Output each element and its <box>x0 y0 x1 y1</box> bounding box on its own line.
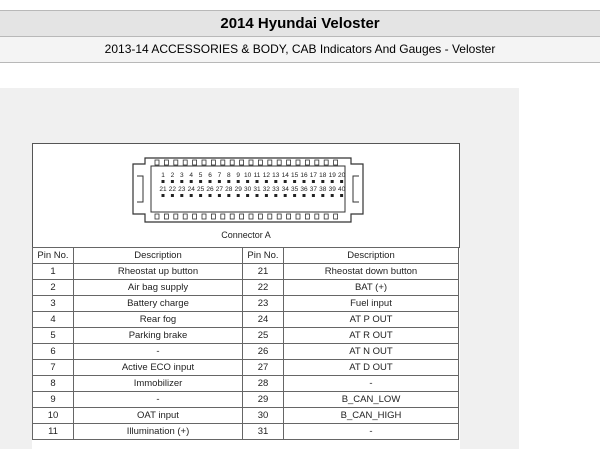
connector-tooth <box>202 214 206 219</box>
connector-tooth <box>268 160 272 165</box>
connector-pin-mark <box>256 180 259 183</box>
connector-pin-label: 23 <box>178 186 186 193</box>
connector-pin-label: 33 <box>272 186 280 193</box>
connector-pin-label: 18 <box>319 172 327 179</box>
header-description-1: Description <box>74 248 243 264</box>
connector-pin-label: 8 <box>226 172 231 179</box>
connector-pin-label: 17 <box>309 172 318 179</box>
connector-pin-label: 34 <box>281 186 289 193</box>
pin-description-cell: Fuel input <box>284 296 459 312</box>
connector-pin-label: 32 <box>262 186 271 193</box>
connector-label: Connector A <box>221 230 271 240</box>
pin-description-cell: - <box>74 344 243 360</box>
connector-tooth <box>315 160 319 165</box>
connector-pin-mark <box>331 180 334 183</box>
connector-tooth <box>296 214 300 219</box>
connector-diagram <box>32 143 460 248</box>
connector-pin-mark <box>162 180 165 183</box>
connector-tooth <box>221 160 225 165</box>
connector-tooth <box>193 214 197 219</box>
connector-tooth <box>240 214 244 219</box>
document-page <box>0 88 519 449</box>
connector-tooth <box>277 214 281 219</box>
table-row <box>33 280 459 296</box>
connector-pin-mark <box>340 194 343 197</box>
connector-pin-mark <box>162 194 165 197</box>
connector-pin-label: 40 <box>337 186 346 193</box>
pin-number-cell: 2 <box>33 280 74 296</box>
table-row <box>33 392 459 408</box>
pin-description-cell: Immobilizer <box>74 376 243 392</box>
pin-number-cell: 30 <box>243 408 284 424</box>
connector-tooth <box>315 214 319 219</box>
pin-table <box>32 247 459 440</box>
connector-pin-label: 16 <box>300 172 308 179</box>
connector-tooth <box>324 160 328 165</box>
document-title: 2014 Hyundai Veloster <box>0 10 600 37</box>
table-row <box>33 424 459 440</box>
connector-pin-label: 5 <box>198 172 203 179</box>
connector-pin-mark <box>180 180 183 183</box>
connector-tooth <box>183 160 187 165</box>
connector-pin-mark <box>303 180 306 183</box>
connector-tooth <box>155 214 159 219</box>
connector-tooth <box>287 160 291 165</box>
connector-pin-mark <box>190 194 193 197</box>
connector-tooth <box>230 214 234 219</box>
connector-pin-mark <box>227 194 230 197</box>
pin-description-cell: BAT (+) <box>284 280 459 296</box>
connector-pin-label: 6 <box>208 172 212 179</box>
connector-pin-mark <box>284 180 287 183</box>
pin-description-cell: Battery charge <box>74 296 243 312</box>
connector-pin-mark <box>321 180 324 183</box>
connector-pin-label: 13 <box>272 172 280 179</box>
header-pin-no-2: Pin No. <box>243 248 284 264</box>
table-row <box>33 312 459 328</box>
connector-tooth <box>296 160 300 165</box>
connector-pin-mark <box>303 194 306 197</box>
connector-tooth <box>230 160 234 165</box>
connector-tooth <box>183 214 187 219</box>
pin-description-cell: Illumination (+) <box>74 424 243 440</box>
connector-tooth <box>240 160 244 165</box>
connector-tooth <box>193 160 197 165</box>
connector-pin-mark <box>340 180 343 183</box>
pin-description-cell: Active ECO input <box>74 360 243 376</box>
table-header-row <box>33 248 459 264</box>
connector-pin-label: 15 <box>290 172 299 179</box>
pin-description-cell: - <box>284 376 459 392</box>
connector-pin-label: 14 <box>281 172 289 179</box>
connector-pin-mark <box>265 180 268 183</box>
pin-number-cell: 24 <box>243 312 284 328</box>
connector-tooth <box>249 214 253 219</box>
connector-pin-mark <box>180 194 183 197</box>
connector-pin-label: 21 <box>159 186 167 193</box>
connector-pin-mark <box>246 194 249 197</box>
connector-pin-label: 39 <box>328 186 336 193</box>
connector-tooth <box>258 214 262 219</box>
connector-tooth <box>211 214 215 219</box>
connector-pin-mark <box>274 180 277 183</box>
connector-pin-label: 1 <box>161 172 165 179</box>
pin-number-cell: 21 <box>243 264 284 280</box>
connector-pin-mark <box>218 194 221 197</box>
connector-tooth <box>249 160 253 165</box>
connector-pin-mark <box>237 194 240 197</box>
connector-pin-label: 38 <box>319 186 327 193</box>
pin-description-cell: OAT input <box>74 408 243 424</box>
connector-pin-label: 28 <box>225 186 233 193</box>
connector-pin-label: 12 <box>262 172 271 179</box>
table-row <box>33 296 459 312</box>
connector-pin-mark <box>312 180 315 183</box>
pin-number-cell: 8 <box>33 376 74 392</box>
connector-pin-label: 7 <box>217 172 222 179</box>
connector-pin-label: 3 <box>179 172 184 179</box>
connector-tooth <box>211 160 215 165</box>
table-row <box>33 376 459 392</box>
connector-pin-mark <box>199 194 202 197</box>
connector-pin-mark <box>256 194 259 197</box>
pin-number-cell: 11 <box>33 424 74 440</box>
connector-tooth <box>155 160 159 165</box>
connector-pin-mark <box>237 180 240 183</box>
connector-pin-label: 4 <box>189 172 194 179</box>
connector-pin-mark <box>321 194 324 197</box>
connector-tooth <box>324 214 328 219</box>
pin-description-cell: - <box>284 424 459 440</box>
pin-description-cell: Rheostat down button <box>284 264 459 280</box>
connector-pin-mark <box>265 194 268 197</box>
connector-pin-mark <box>274 194 277 197</box>
connector-pin-label: 2 <box>170 172 175 179</box>
connector-pin-label: 19 <box>328 172 336 179</box>
connector-pin-mark <box>190 180 193 183</box>
connector-pin-mark <box>293 180 296 183</box>
connector-pin-mark <box>209 180 212 183</box>
connector-tooth <box>305 160 309 165</box>
pin-number-cell: 29 <box>243 392 284 408</box>
connector-pin-mark <box>312 194 315 197</box>
connector-pin-mark <box>246 180 249 183</box>
connector-tooth <box>277 160 281 165</box>
pin-number-cell: 7 <box>33 360 74 376</box>
connector-tooth <box>305 214 309 219</box>
pin-number-cell: 27 <box>243 360 284 376</box>
connector-pin-label: 9 <box>236 172 241 179</box>
connector-pin-label: 37 <box>309 186 318 193</box>
connector-tooth <box>334 160 338 165</box>
connector-tooth <box>174 214 178 219</box>
connector-tooth <box>164 160 168 165</box>
pin-description-cell: B_CAN_HIGH <box>284 408 459 424</box>
connector-tooth <box>202 160 206 165</box>
pin-number-cell: 31 <box>243 424 284 440</box>
pin-description-cell: Air bag supply <box>74 280 243 296</box>
table-row <box>33 264 459 280</box>
pin-number-cell: 23 <box>243 296 284 312</box>
connector-tooth <box>268 214 272 219</box>
pin-number-cell: 28 <box>243 376 284 392</box>
connector-pin-mark <box>171 194 174 197</box>
pin-description-cell: AT R OUT <box>284 328 459 344</box>
connector-pin-mark <box>218 180 221 183</box>
pin-number-cell: 4 <box>33 312 74 328</box>
connector-pin-mark <box>171 180 174 183</box>
connector-pin-label: 27 <box>215 186 224 193</box>
connector-pin-mark <box>284 194 287 197</box>
pin-number-cell: 5 <box>33 328 74 344</box>
pin-number-cell: 1 <box>33 264 74 280</box>
connector-pin-label: 29 <box>234 186 242 193</box>
connector-pin-mark <box>227 180 230 183</box>
table-row <box>33 344 459 360</box>
table-row <box>33 408 459 424</box>
table-row <box>33 328 459 344</box>
connector-pin-label: 31 <box>253 186 261 193</box>
connector-pin-mark <box>199 180 202 183</box>
table-row <box>33 360 459 376</box>
pin-description-cell: Parking brake <box>74 328 243 344</box>
header-pin-no-1: Pin No. <box>33 248 74 264</box>
pin-description-cell: Rheostat up button <box>74 264 243 280</box>
connector-pin-label: 26 <box>206 186 214 193</box>
connector-pin-label: 25 <box>196 186 205 193</box>
connector-tooth <box>174 160 178 165</box>
connector-pin-label: 30 <box>243 186 252 193</box>
pin-number-cell: 10 <box>33 408 74 424</box>
pin-description-cell: B_CAN_LOW <box>284 392 459 408</box>
pin-description-cell: AT N OUT <box>284 344 459 360</box>
pin-description-cell: Rear fog <box>74 312 243 328</box>
pin-number-cell: 9 <box>33 392 74 408</box>
connector-tooth <box>258 160 262 165</box>
connector-pin-mark <box>209 194 212 197</box>
pin-description-cell: - <box>74 392 243 408</box>
connector-pin-mark <box>331 194 334 197</box>
connector-tooth <box>287 214 291 219</box>
pinout-sheet <box>32 143 460 449</box>
connector-tooth <box>164 214 168 219</box>
connector-pin-label: 36 <box>300 186 308 193</box>
connector-pin-label: 22 <box>168 186 177 193</box>
pin-number-cell: 22 <box>243 280 284 296</box>
pin-number-cell: 26 <box>243 344 284 360</box>
connector-pin-label: 20 <box>337 172 346 179</box>
pin-number-cell: 6 <box>33 344 74 360</box>
pin-number-cell: 3 <box>33 296 74 312</box>
document-subtitle: 2013-14 ACCESSORIES & BODY, CAB Indicators And Gauges - Veloster <box>0 37 600 63</box>
connector-pin-label: 35 <box>290 186 299 193</box>
connector-pin-label: 10 <box>243 172 252 179</box>
pin-description-cell: AT D OUT <box>284 360 459 376</box>
connector-pin-label: 24 <box>187 186 195 193</box>
connector-tooth <box>221 214 225 219</box>
pin-description-cell: AT P OUT <box>284 312 459 328</box>
pin-number-cell: 25 <box>243 328 284 344</box>
connector-pin-label: 11 <box>253 172 261 179</box>
connector-pin-mark <box>293 194 296 197</box>
header-description-2: Description <box>284 248 459 264</box>
connector-tooth <box>334 214 338 219</box>
